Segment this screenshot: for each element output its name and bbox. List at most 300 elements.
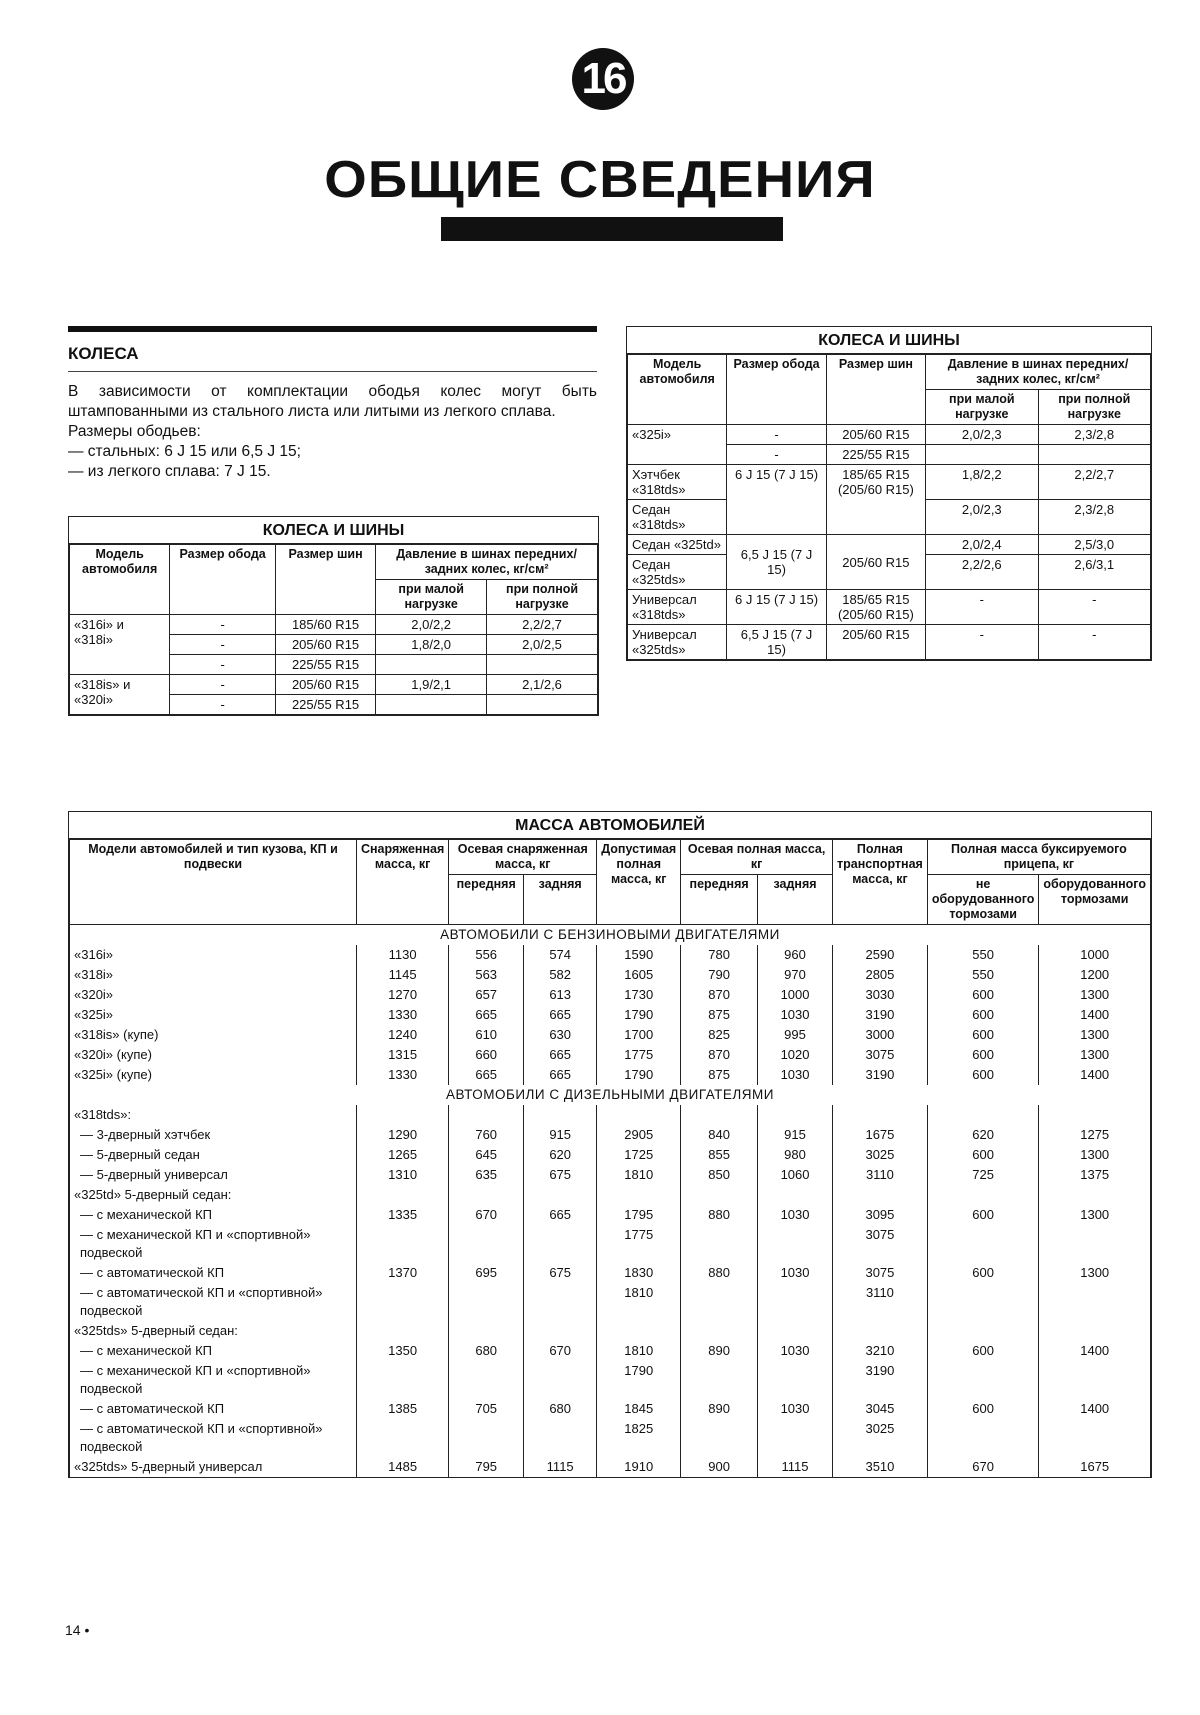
cell-value: 660 (449, 1045, 524, 1065)
table-row (70, 1361, 1151, 1399)
cell-value: 1845 (597, 1399, 681, 1419)
cell-value: 1385 (356, 1399, 448, 1419)
cell-value: 665 (524, 1045, 597, 1065)
cell-tire: 225/55 R15 (826, 445, 925, 465)
cell-value: 620 (927, 1125, 1039, 1145)
cell-model: — с механической КП и «спортивной» подвеской (70, 1361, 357, 1399)
cell-value: 1790 (597, 1361, 681, 1399)
cell-rim: - (170, 635, 276, 655)
cell-value: 3075 (833, 1225, 928, 1263)
cell-value (681, 1321, 758, 1341)
cell-value: 1795 (597, 1205, 681, 1225)
cell-value: 970 (758, 965, 833, 985)
table-caption: КОЛЕСА И ШИНЫ (69, 517, 598, 544)
cell-value: 890 (681, 1341, 758, 1361)
table-row (628, 425, 1151, 445)
header-model: Модели автомобилей и тип кузова, КП и подвески (70, 840, 357, 925)
cell-value (356, 1321, 448, 1341)
cell-model: «320i» (70, 985, 357, 1005)
cell-value (524, 1361, 597, 1399)
header-trailer-no-brakes: не оборудованного тормозами (927, 875, 1039, 925)
section-row (70, 1085, 1151, 1105)
cell-low: - (926, 625, 1038, 660)
table-caption: МАССА АВТОМОБИЛЕЙ (69, 812, 1151, 839)
cell-tire: 225/55 R15 (275, 695, 375, 715)
header-rear: задняя (524, 875, 597, 925)
cell-value: 2805 (833, 965, 928, 985)
cell-tire: 185/60 R15 (275, 615, 375, 635)
cell-value: 1200 (1039, 965, 1151, 985)
cell-value: 600 (927, 1399, 1039, 1419)
cell-value: 1400 (1039, 1005, 1151, 1025)
cell-value: 1275 (1039, 1125, 1151, 1145)
cell-full-load (487, 655, 598, 675)
cell-rim: - (170, 655, 276, 675)
cell-value: 665 (449, 1065, 524, 1085)
cell-value: 725 (927, 1165, 1039, 1185)
cell-value: 613 (524, 985, 597, 1005)
cell-value (356, 1361, 448, 1399)
cell-value (449, 1225, 524, 1263)
cell-value (356, 1419, 448, 1457)
header-rim: Размер обода (727, 355, 826, 425)
cell-value: 875 (681, 1005, 758, 1025)
table-row (70, 1045, 1151, 1065)
table-row (70, 1399, 1151, 1419)
table-row (70, 1005, 1151, 1025)
cell-value: 855 (681, 1145, 758, 1165)
cell-tire: 185/65 R15 (205/60 R15) (826, 465, 925, 535)
cell-value (758, 1283, 833, 1321)
cell-value: 630 (524, 1025, 597, 1045)
cell-value: 1825 (597, 1419, 681, 1457)
cell-value: 3190 (833, 1005, 928, 1025)
cell-value: 665 (449, 1005, 524, 1025)
cell-value (1039, 1419, 1151, 1457)
cell-value: 1775 (597, 1225, 681, 1263)
chapter-number-badge: 16 (572, 48, 634, 110)
table-row (70, 945, 1151, 965)
cell-value: 3510 (833, 1457, 928, 1477)
cell-value (927, 1185, 1039, 1205)
cell-tire: 225/55 R15 (275, 655, 375, 675)
cell-value: 1060 (758, 1165, 833, 1185)
cell-rim: - (170, 675, 276, 695)
cell-value: 1300 (1039, 1025, 1151, 1045)
section-body (68, 382, 597, 482)
header-model: Модель автомобиля (70, 545, 170, 615)
cell-value: 1115 (524, 1457, 597, 1477)
cell-model: — с автоматической КП и «спортивной» подвеской (70, 1419, 357, 1457)
cell-low: 1,8/2,2 (926, 465, 1038, 500)
table-row (70, 1263, 1151, 1283)
cell-value (524, 1105, 597, 1125)
section-title: АВТОМОБИЛИ С БЕНЗИНОВЫМИ ДВИГАТЕЛЯМИ (70, 925, 1151, 946)
cell-value (1039, 1185, 1151, 1205)
cell-low-load: 1,9/2,1 (376, 675, 487, 695)
cell-value: 1115 (758, 1457, 833, 1477)
cell-value: 1000 (1039, 945, 1151, 965)
cell-value (681, 1105, 758, 1125)
table-row (70, 1457, 1151, 1477)
cell-value (524, 1283, 597, 1321)
cell-value: 875 (681, 1065, 758, 1085)
cell-value: 1030 (758, 1065, 833, 1085)
cell-value: 574 (524, 945, 597, 965)
header-tire: Размер шин (275, 545, 375, 615)
cell-model: — с механической КП (70, 1341, 357, 1361)
cell-value (524, 1225, 597, 1263)
cell-low-load (376, 695, 487, 715)
table-row (70, 1225, 1151, 1263)
cell-value: 665 (524, 1065, 597, 1085)
header-trailer-mass: Полная масса буксируемого прицепа, кг (927, 840, 1150, 875)
cell-model: «325td» 5-дверный седан: (70, 1185, 357, 1205)
cell-value: 1350 (356, 1341, 448, 1361)
cell-value: 870 (681, 985, 758, 1005)
cell-low: 2,0/2,4 (926, 535, 1038, 555)
cell-value: 620 (524, 1145, 597, 1165)
cell-value: 1030 (758, 1205, 833, 1225)
cell-low-load (376, 655, 487, 675)
cell-value: 1300 (1039, 1205, 1151, 1225)
cell-value: 1030 (758, 1263, 833, 1283)
table-row (628, 465, 1151, 500)
cell-model: Универсал «325tds» (628, 625, 727, 660)
rim-sizes-label: Размеры ободьев: (68, 423, 201, 440)
header-pressure: Давление в шинах передних/задних колес, кг/см² (376, 545, 598, 580)
header-pressure: Давление в шинах передних/задних колес, кг/см² (926, 355, 1151, 390)
cell-low: 2,0/2,3 (926, 425, 1038, 445)
table-row (70, 1105, 1151, 1125)
cell-value: 1270 (356, 985, 448, 1005)
header-full-load: при полной нагрузке (1038, 390, 1150, 425)
section-thin-rule (68, 371, 597, 372)
cell-value: 1605 (597, 965, 681, 985)
cell-low: 2,0/2,3 (926, 500, 1038, 535)
cell-value: 550 (927, 965, 1039, 985)
cell-value: 563 (449, 965, 524, 985)
table-body (69, 839, 1151, 1477)
table-row (70, 675, 598, 695)
cell-value: 600 (927, 1263, 1039, 1283)
cell-model: «316i» и «318i» (70, 615, 170, 675)
cell-value: 880 (681, 1263, 758, 1283)
cell-value: 795 (449, 1457, 524, 1477)
cell-value: 1700 (597, 1025, 681, 1045)
title-underline-bar (441, 217, 783, 241)
cell-value: 1315 (356, 1045, 448, 1065)
table-body (69, 544, 598, 715)
table-row (628, 535, 1151, 555)
cell-tire: 185/65 R15 (205/60 R15) (826, 590, 925, 625)
cell-value: 600 (927, 1341, 1039, 1361)
header-rear: задняя (758, 875, 833, 925)
cell-rim: - (727, 445, 826, 465)
cell-value: 600 (927, 1045, 1039, 1065)
cell-value: 1030 (758, 1341, 833, 1361)
cell-value: 780 (681, 945, 758, 965)
cell-model: «318i» (70, 965, 357, 985)
cell-value (833, 1321, 928, 1341)
cell-value: 1485 (356, 1457, 448, 1477)
cell-low: 2,2/2,6 (926, 555, 1038, 590)
cell-model: — 5-дверный универсал (70, 1165, 357, 1185)
cell-rim: - (170, 695, 276, 715)
cell-model: «325i» (купе) (70, 1065, 357, 1085)
cell-value: 760 (449, 1125, 524, 1145)
cell-value (927, 1321, 1039, 1341)
cell-full: 2,6/3,1 (1038, 555, 1150, 590)
cell-value (1039, 1105, 1151, 1125)
table-row (70, 1165, 1151, 1185)
cell-rim: 6 J 15 (7 J 15) (727, 590, 826, 625)
table-row (70, 1283, 1151, 1321)
cell-value (927, 1419, 1039, 1457)
wheels-tires-table-2 (626, 326, 1152, 661)
cell-model: — 5-дверный седан (70, 1145, 357, 1165)
cell-value: 3210 (833, 1341, 928, 1361)
header-tire: Размер шин (826, 355, 925, 425)
cell-full: 2,3/2,8 (1038, 425, 1150, 445)
cell-value: 3000 (833, 1025, 928, 1045)
cell-value: 675 (524, 1165, 597, 1185)
cell-model: «318is» и «320i» (70, 675, 170, 715)
cell-value: 1675 (1039, 1457, 1151, 1477)
cell-value (833, 1105, 928, 1125)
cell-value: 600 (927, 1145, 1039, 1165)
cell-value: 1400 (1039, 1065, 1151, 1085)
cell-value (758, 1225, 833, 1263)
cell-value (1039, 1321, 1151, 1341)
cell-value: 995 (758, 1025, 833, 1045)
vehicle-mass-table (68, 811, 1152, 1478)
cell-value: 670 (524, 1341, 597, 1361)
cell-value: 840 (681, 1125, 758, 1145)
table-row (70, 1145, 1151, 1165)
cell-value: 3025 (833, 1419, 928, 1457)
cell-value: 1675 (833, 1125, 928, 1145)
cell-value: 890 (681, 1399, 758, 1419)
header-gross-mass: Допустимая полная масса, кг (597, 840, 681, 925)
cell-value: 870 (681, 1045, 758, 1065)
cell-model: — с механической КП и «спортивной» подвеской (70, 1225, 357, 1263)
table-row (70, 1065, 1151, 1085)
header-model: Модель автомобиля (628, 355, 727, 425)
cell-low-load: 1,8/2,0 (376, 635, 487, 655)
cell-value: 1810 (597, 1165, 681, 1185)
cell-value: 880 (681, 1205, 758, 1225)
header-full-load: при полной нагрузке (487, 580, 598, 615)
cell-value: 3110 (833, 1165, 928, 1185)
cell-model: Седан «318tds» (628, 500, 727, 535)
cell-full-load: 2,0/2,5 (487, 635, 598, 655)
table-row (70, 615, 598, 635)
cell-value (449, 1321, 524, 1341)
cell-tire: 205/60 R15 (826, 425, 925, 445)
cell-value (449, 1283, 524, 1321)
cell-value: 1310 (356, 1165, 448, 1185)
cell-value: 550 (927, 945, 1039, 965)
cell-value: 670 (927, 1457, 1039, 1477)
table-row (70, 965, 1151, 985)
cell-value (927, 1361, 1039, 1399)
header-front: передняя (449, 875, 524, 925)
cell-value: 1810 (597, 1283, 681, 1321)
cell-value: 1300 (1039, 1263, 1151, 1283)
cell-value (681, 1283, 758, 1321)
cell-value: 1375 (1039, 1165, 1151, 1185)
cell-value: 1300 (1039, 1145, 1151, 1165)
cell-value: 1030 (758, 1005, 833, 1025)
cell-full-load: 2,2/2,7 (487, 615, 598, 635)
cell-value: 556 (449, 945, 524, 965)
section-rule (68, 326, 597, 332)
rim-sizes-alloy: — из легкого сплава: 7 J 15. (68, 463, 271, 480)
cell-value (681, 1185, 758, 1205)
cell-value: 900 (681, 1457, 758, 1477)
cell-full: - (1038, 590, 1150, 625)
cell-value: 1335 (356, 1205, 448, 1225)
header-rim: Размер обода (170, 545, 276, 615)
cell-value: 600 (927, 1025, 1039, 1045)
cell-low-load: 2,0/2,2 (376, 615, 487, 635)
cell-tire: 205/60 R15 (826, 535, 925, 590)
cell-value (524, 1321, 597, 1341)
cell-value: 3190 (833, 1361, 928, 1399)
cell-full: 2,2/2,7 (1038, 465, 1150, 500)
cell-value: 582 (524, 965, 597, 985)
cell-full: - (1038, 625, 1150, 660)
table-row (628, 625, 1151, 660)
table-row (70, 1185, 1151, 1205)
cell-model: «318is» (купе) (70, 1025, 357, 1045)
cell-value (1039, 1225, 1151, 1263)
cell-value: 825 (681, 1025, 758, 1045)
cell-value (758, 1361, 833, 1399)
cell-model: Универсал «318tds» (628, 590, 727, 625)
cell-value: 3075 (833, 1045, 928, 1065)
header-low-load: при малой нагрузке (926, 390, 1038, 425)
cell-value: 3095 (833, 1205, 928, 1225)
cell-value: 3075 (833, 1263, 928, 1283)
cell-value: 680 (524, 1399, 597, 1419)
cell-value: 1300 (1039, 1045, 1151, 1065)
cell-value: 1330 (356, 1065, 448, 1085)
cell-model: — 3-дверный хэтчбек (70, 1125, 357, 1145)
cell-model: «318tds»: (70, 1105, 357, 1125)
cell-value (356, 1185, 448, 1205)
header-front: передняя (681, 875, 758, 925)
cell-value: 1300 (1039, 985, 1151, 1005)
cell-rim: 6 J 15 (7 J 15) (727, 465, 826, 535)
cell-value: 695 (449, 1263, 524, 1283)
table-row (70, 1125, 1151, 1145)
cell-full-load: 2,1/2,6 (487, 675, 598, 695)
cell-model: «325i» (628, 425, 727, 465)
cell-value (449, 1419, 524, 1457)
cell-rim: 6,5 J 15 (7 J 15) (727, 535, 826, 590)
page-number: 14 • (65, 1622, 90, 1638)
cell-value (449, 1185, 524, 1205)
cell-tire: 205/60 R15 (275, 675, 375, 695)
cell-value: 675 (524, 1263, 597, 1283)
table-row (70, 1419, 1151, 1457)
cell-value (597, 1105, 681, 1125)
cell-rim: 6,5 J 15 (7 J 15) (727, 625, 826, 660)
cell-value: 960 (758, 945, 833, 965)
cell-value: 1910 (597, 1457, 681, 1477)
cell-value: 850 (681, 1165, 758, 1185)
cell-value (927, 1283, 1039, 1321)
cell-value: 1130 (356, 945, 448, 965)
section-title: АВТОМОБИЛИ С ДИЗЕЛЬНЫМИ ДВИГАТЕЛЯМИ (70, 1085, 1151, 1105)
table-row (628, 590, 1151, 625)
cell-value: 1020 (758, 1045, 833, 1065)
cell-value: 1790 (597, 1065, 681, 1085)
header-trailer-brakes: оборудованного тормозами (1039, 875, 1151, 925)
wheels-tires-table-1 (68, 516, 599, 716)
cell-value: 665 (524, 1005, 597, 1025)
cell-model: Седан «325td» (628, 535, 727, 555)
cell-model: «325tds» 5-дверный седан: (70, 1321, 357, 1341)
header-low-load: при малой нагрузке (376, 580, 487, 615)
cell-model: — с автоматической КП (70, 1263, 357, 1283)
cell-value: 600 (927, 985, 1039, 1005)
section-heading: КОЛЕСА (68, 344, 139, 363)
table-row (70, 1341, 1151, 1361)
cell-model: Седан «325tds» (628, 555, 727, 590)
cell-value: 1775 (597, 1045, 681, 1065)
cell-value: 915 (758, 1125, 833, 1145)
cell-value: 1330 (356, 1005, 448, 1025)
cell-value (1039, 1283, 1151, 1321)
cell-low (926, 445, 1038, 465)
cell-value: 1790 (597, 1005, 681, 1025)
cell-model: Хэтчбек «318tds» (628, 465, 727, 500)
cell-value: 1290 (356, 1125, 448, 1145)
cell-value: 790 (681, 965, 758, 985)
cell-model: — с автоматической КП и «спортивной» подвеской (70, 1283, 357, 1321)
table-row (70, 1321, 1151, 1341)
cell-rim: - (727, 425, 826, 445)
cell-full-load (487, 695, 598, 715)
cell-value: 600 (927, 1005, 1039, 1025)
cell-value (356, 1225, 448, 1263)
cell-value (681, 1361, 758, 1399)
cell-value (833, 1185, 928, 1205)
cell-value: 610 (449, 1025, 524, 1045)
cell-value (356, 1105, 448, 1125)
rim-sizes-steel: — стальных: 6 J 15 или 6,5 J 15; (68, 443, 301, 460)
cell-value: 1400 (1039, 1341, 1151, 1361)
cell-value: 705 (449, 1399, 524, 1419)
cell-value (449, 1105, 524, 1125)
cell-value (927, 1105, 1039, 1125)
section-paragraph: В зависимости от комплектации ободья колес могут быть штампованными из стального листа или литыми из легкого сплава. (68, 383, 597, 420)
cell-value (1039, 1361, 1151, 1399)
table-row (70, 1205, 1151, 1225)
cell-value (681, 1225, 758, 1263)
chapter-title: ОБЩИЕ СВЕДЕНИЯ (324, 151, 876, 209)
cell-rim: - (170, 615, 276, 635)
cell-value: 1030 (758, 1399, 833, 1419)
cell-full: 2,5/3,0 (1038, 535, 1150, 555)
cell-tire: 205/60 R15 (826, 625, 925, 660)
cell-value: 1400 (1039, 1399, 1151, 1419)
cell-value: 1000 (758, 985, 833, 1005)
header-curb-mass: Снаряженная масса, кг (356, 840, 448, 925)
